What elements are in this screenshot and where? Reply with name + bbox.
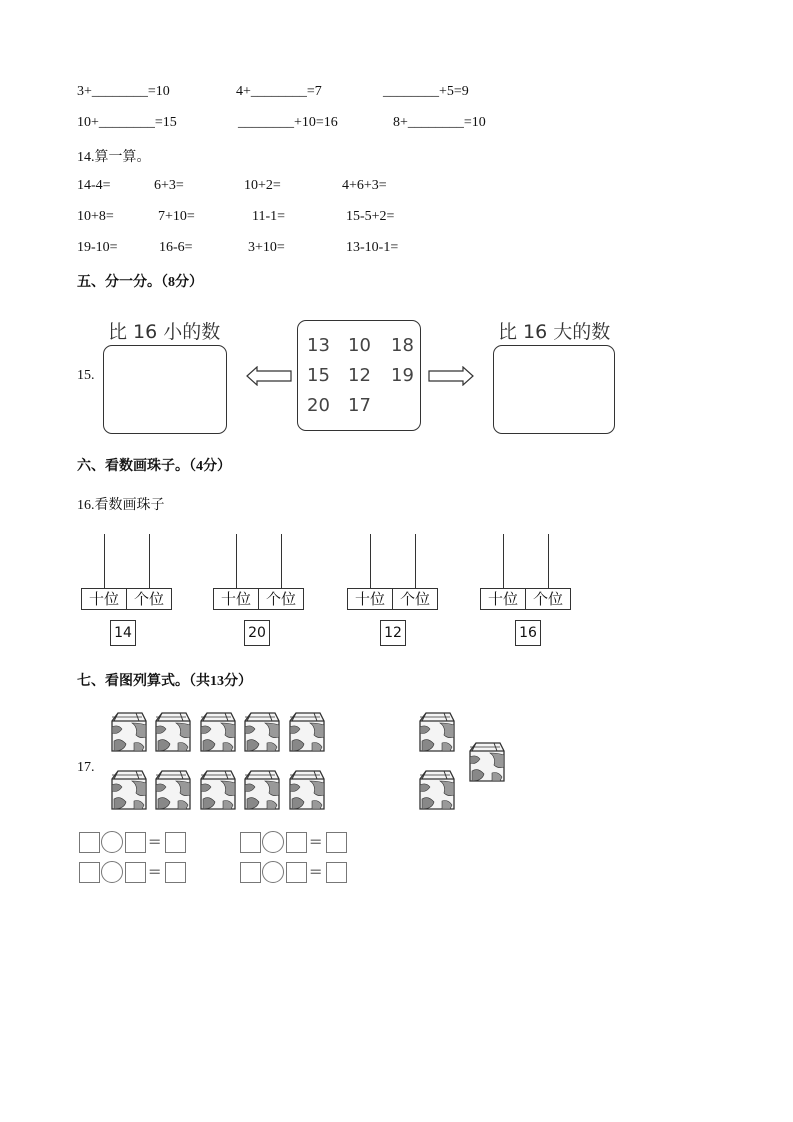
milk-carton-icon bbox=[195, 769, 237, 811]
milk-carton-icon bbox=[239, 769, 281, 811]
pool-number: 13 bbox=[307, 335, 330, 356]
answer-square[interactable] bbox=[326, 862, 347, 883]
tens-place-label: 十位 bbox=[81, 588, 127, 610]
operator-circle[interactable] bbox=[101, 861, 123, 883]
calc-item: 3+10= bbox=[248, 240, 285, 255]
pool-number: 17 bbox=[348, 395, 371, 416]
q15-label: 15. bbox=[77, 368, 95, 383]
tens-rod[interactable] bbox=[370, 534, 371, 589]
milk-carton-icon bbox=[284, 711, 326, 753]
answer-square[interactable] bbox=[79, 862, 100, 883]
operator-circle[interactable] bbox=[262, 831, 284, 853]
right-arrow-icon bbox=[428, 366, 474, 386]
answer-square[interactable] bbox=[286, 862, 307, 883]
ones-place-label: 个位 bbox=[392, 588, 438, 610]
abacus-value: 12 bbox=[380, 620, 406, 646]
ones-rod[interactable] bbox=[149, 534, 150, 589]
milk-carton-icon bbox=[464, 741, 506, 783]
ones-place-label: 个位 bbox=[258, 588, 304, 610]
answer-square[interactable] bbox=[326, 832, 347, 853]
tens-rod[interactable] bbox=[503, 534, 504, 589]
left-arrow-icon bbox=[246, 366, 292, 386]
pool-number: 20 bbox=[307, 395, 330, 416]
answer-square[interactable] bbox=[125, 862, 146, 883]
ones-rod[interactable] bbox=[415, 534, 416, 589]
pool-number: 15 bbox=[307, 365, 330, 386]
abacus-value: 16 bbox=[515, 620, 541, 646]
section5-heading: 五、分一分。（8分） bbox=[77, 275, 203, 290]
section7-heading: 七、看图列算式。（共13分） bbox=[77, 674, 252, 689]
milk-carton-icon bbox=[106, 769, 148, 811]
calc-item: 7+10= bbox=[158, 209, 195, 224]
section6-heading: 六、看数画珠子。（4分） bbox=[77, 459, 231, 474]
blank-eq-6: 8+________=10 bbox=[393, 115, 486, 130]
equals-sign: = bbox=[309, 862, 323, 881]
operator-circle[interactable] bbox=[262, 861, 284, 883]
ones-place-label: 个位 bbox=[126, 588, 172, 610]
milk-carton-icon bbox=[284, 769, 326, 811]
pool-number: 19 bbox=[391, 365, 414, 386]
abacus-value: 20 bbox=[244, 620, 270, 646]
answer-square[interactable] bbox=[165, 862, 186, 883]
tens-rod[interactable] bbox=[236, 534, 237, 589]
answer-box-less[interactable] bbox=[103, 345, 227, 434]
ones-place-label: 个位 bbox=[525, 588, 571, 610]
abacus-value: 14 bbox=[110, 620, 136, 646]
blank-eq-4: 10+________=15 bbox=[77, 115, 177, 130]
ones-rod[interactable] bbox=[281, 534, 282, 589]
calc-item: 10+8= bbox=[77, 209, 114, 224]
milk-carton-icon bbox=[414, 769, 456, 811]
pool-number: 10 bbox=[348, 335, 371, 356]
q17-label: 17. bbox=[77, 760, 95, 775]
blank-eq-5: ________+10=16 bbox=[238, 115, 338, 130]
calc-item: 11-1= bbox=[252, 209, 286, 224]
answer-square[interactable] bbox=[165, 832, 186, 853]
right-box-label: 比 16 大的数 bbox=[498, 321, 611, 343]
milk-carton-icon bbox=[239, 711, 281, 753]
milk-carton-icon bbox=[106, 711, 148, 753]
calc-item: 15-5+2= bbox=[346, 209, 395, 224]
tens-rod[interactable] bbox=[104, 534, 105, 589]
blank-eq-1: 3+________=10 bbox=[77, 84, 170, 99]
answer-square[interactable] bbox=[125, 832, 146, 853]
ones-rod[interactable] bbox=[548, 534, 549, 589]
q16-label: 16.看数画珠子 bbox=[77, 498, 165, 513]
operator-circle[interactable] bbox=[101, 831, 123, 853]
answer-square[interactable] bbox=[79, 832, 100, 853]
tens-place-label: 十位 bbox=[347, 588, 393, 610]
blank-eq-2: 4+________=7 bbox=[236, 84, 322, 99]
calc-item: 10+2= bbox=[244, 178, 281, 193]
calc-item: 4+6+3= bbox=[342, 178, 387, 193]
milk-carton-icon bbox=[195, 711, 237, 753]
answer-square[interactable] bbox=[286, 832, 307, 853]
tens-place-label: 十位 bbox=[213, 588, 259, 610]
equals-sign: = bbox=[309, 832, 323, 851]
q14-title: 14.算一算。 bbox=[77, 150, 151, 165]
tens-place-label: 十位 bbox=[480, 588, 526, 610]
equals-sign: = bbox=[148, 862, 162, 881]
pool-number: 18 bbox=[391, 335, 414, 356]
milk-carton-icon bbox=[150, 769, 192, 811]
calc-item: 6+3= bbox=[154, 178, 184, 193]
equals-sign: = bbox=[148, 832, 162, 851]
left-box-label: 比 16 小的数 bbox=[108, 321, 221, 343]
answer-box-greater[interactable] bbox=[493, 345, 615, 434]
calc-item: 14-4= bbox=[77, 178, 111, 193]
calc-item: 19-10= bbox=[77, 240, 118, 255]
milk-carton-icon bbox=[414, 711, 456, 753]
pool-number: 12 bbox=[348, 365, 371, 386]
answer-square[interactable] bbox=[240, 832, 261, 853]
blank-eq-3: ________+5=9 bbox=[383, 84, 469, 99]
answer-square[interactable] bbox=[240, 862, 261, 883]
milk-carton-icon bbox=[150, 711, 192, 753]
calc-item: 13-10-1= bbox=[346, 240, 399, 255]
calc-item: 16-6= bbox=[159, 240, 193, 255]
